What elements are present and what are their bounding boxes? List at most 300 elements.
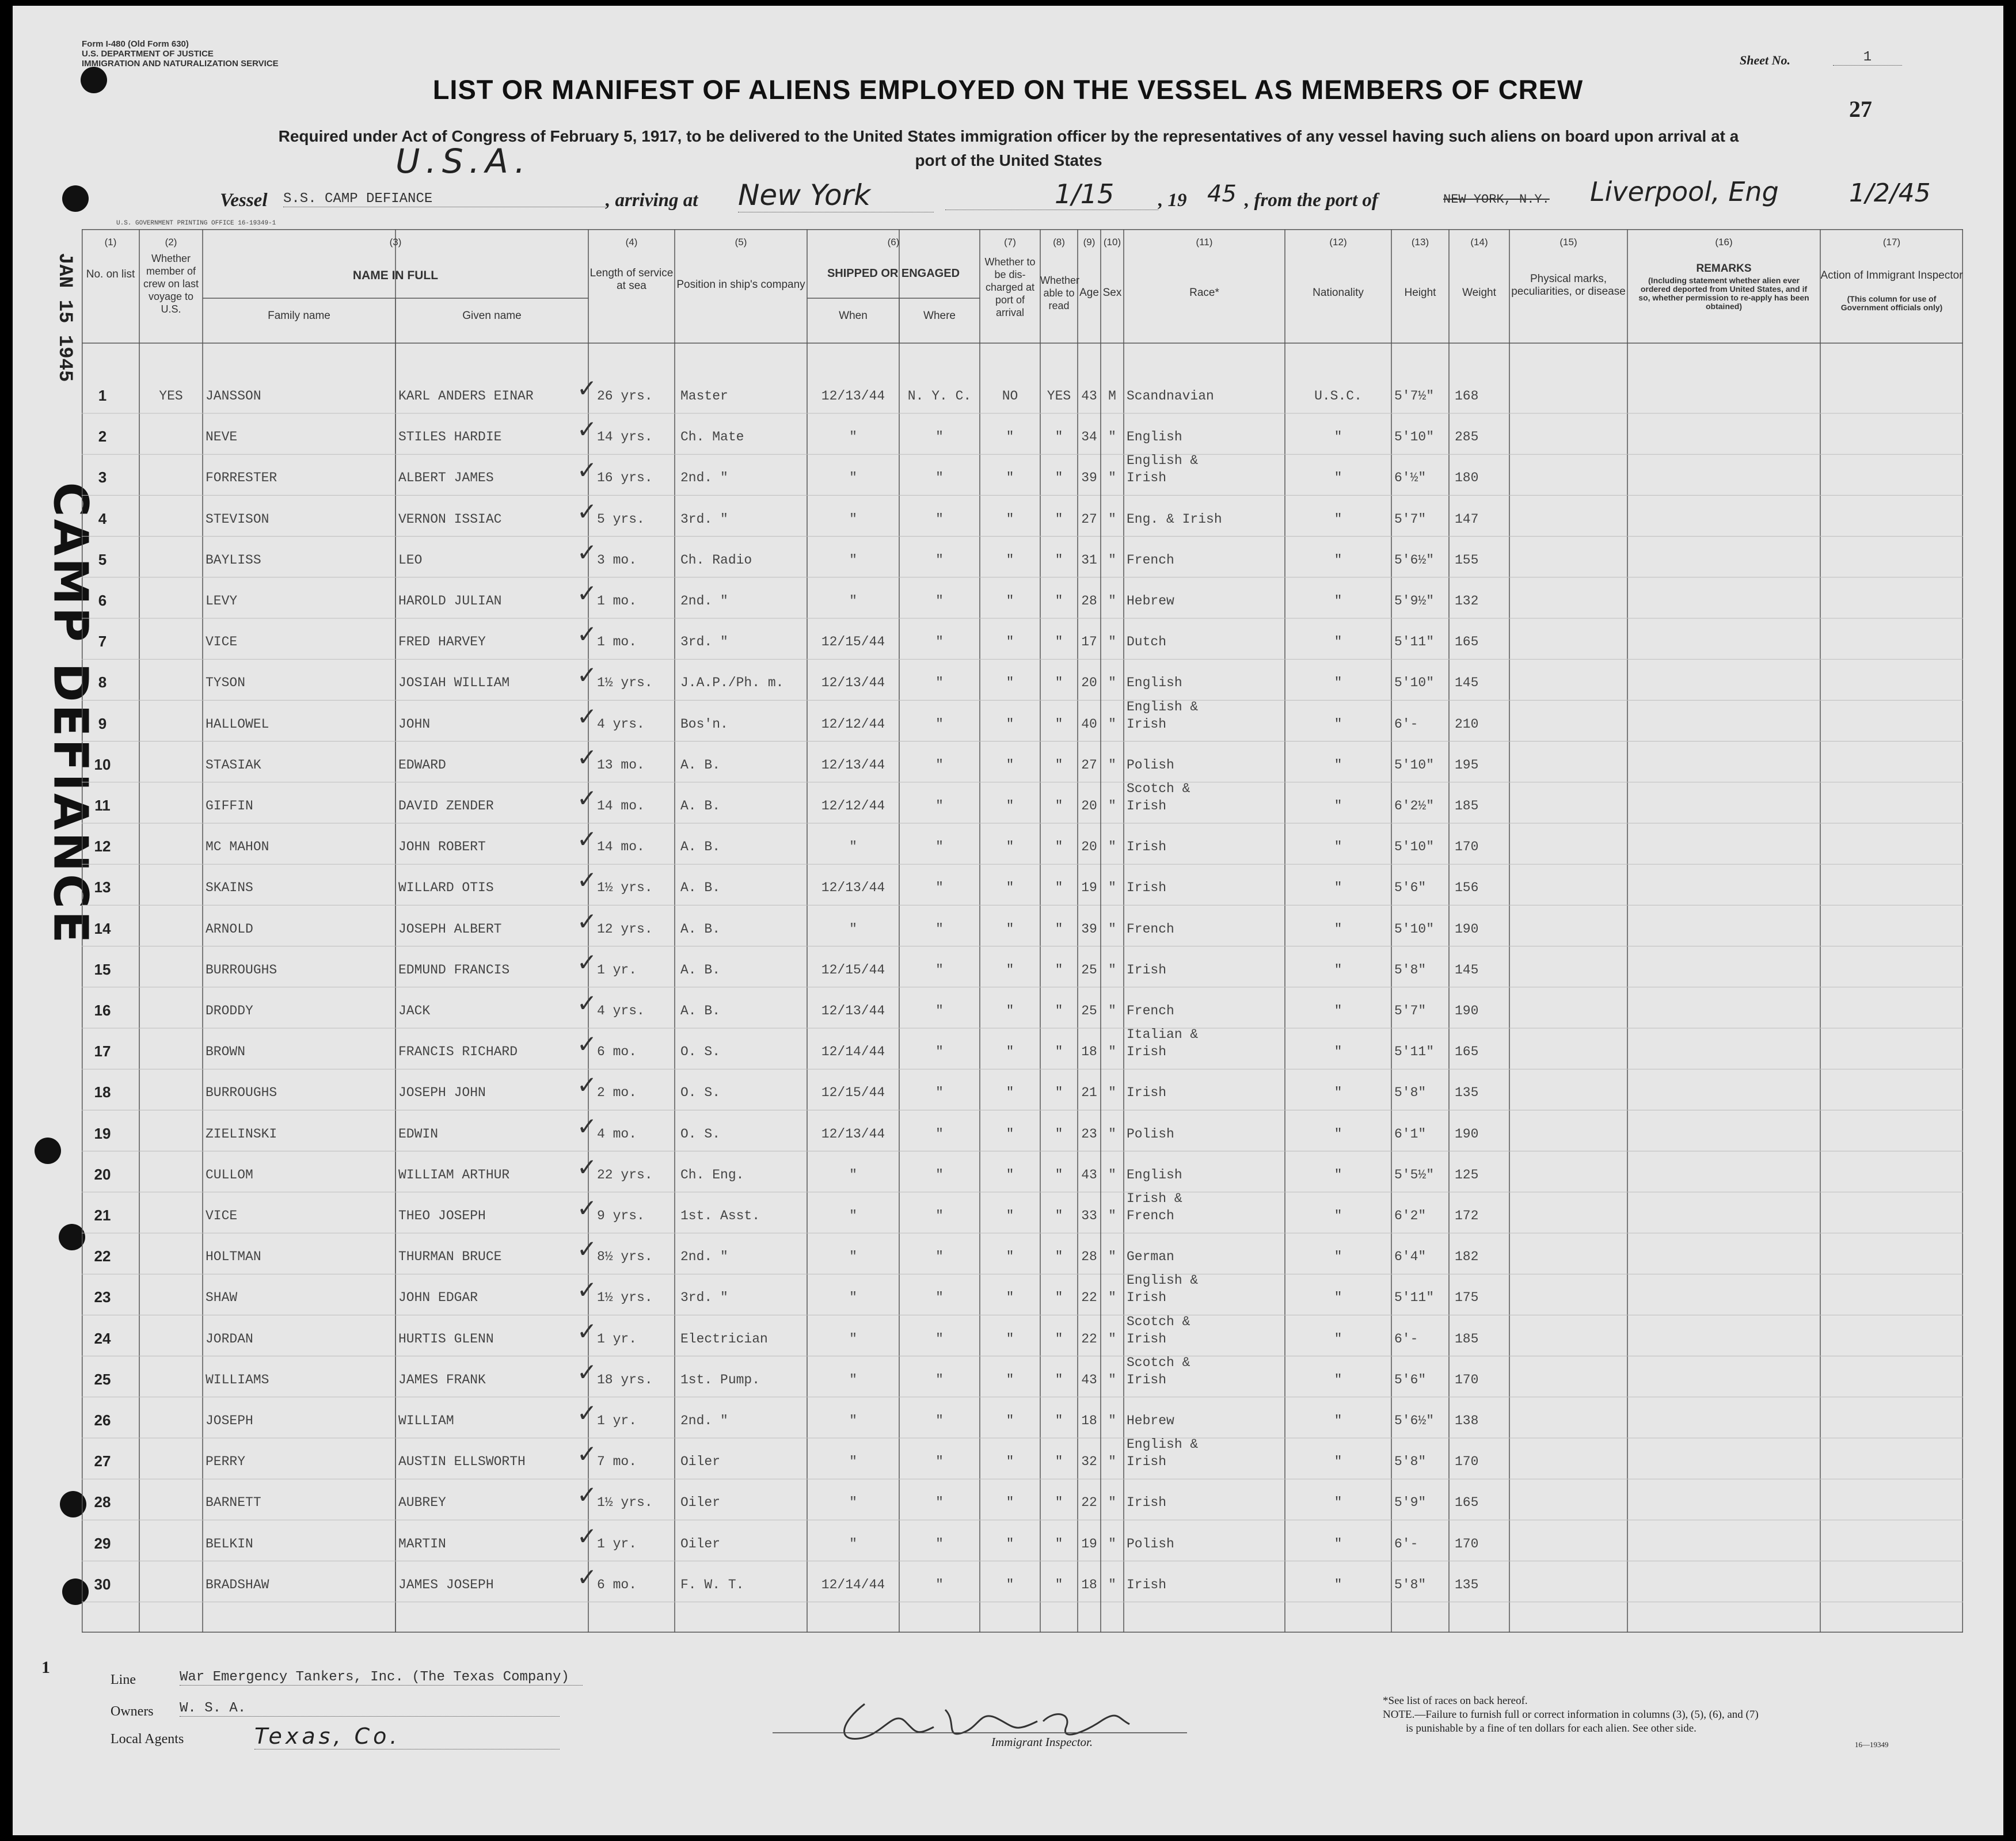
cell-family-name: TYSON — [206, 675, 246, 691]
cell-discharged: " — [1006, 880, 1014, 896]
cell-when: 12/13/44 — [821, 1003, 885, 1018]
column-number: (5) — [735, 237, 747, 248]
row-number: 7 — [98, 633, 107, 651]
cell-sex: " — [1108, 1003, 1116, 1018]
cell-position: 3rd. " — [680, 511, 728, 527]
cell-discharged: " — [1006, 1167, 1014, 1182]
cell-given-name: JOHN EDGAR — [398, 1290, 478, 1306]
cell-sex: " — [1108, 1577, 1116, 1592]
cell-length-service: 18 yrs. — [597, 1372, 653, 1387]
cell-where: " — [935, 470, 944, 486]
cell-age: 21 — [1081, 1085, 1097, 1101]
cell-discharged: " — [1006, 798, 1014, 813]
cell-discharged: " — [1006, 1290, 1014, 1306]
cell-race-line-2: Irish — [1127, 470, 1167, 486]
cell-when: " — [849, 594, 857, 608]
check-mark: ✓ — [577, 1235, 598, 1264]
cell-age: 32 — [1081, 1454, 1097, 1470]
inspector-signature — [773, 1687, 1187, 1750]
cell-sex: " — [1108, 839, 1116, 855]
cell-able-to-read: " — [1055, 921, 1063, 937]
cell-nationality: U.S.C. — [1314, 389, 1362, 404]
cell-family-name: GIFFIN — [206, 798, 253, 813]
cell-given-name: EDWARD — [398, 757, 446, 773]
cell-height: 5'8" — [1394, 962, 1427, 977]
footer-owners-label: Owners — [111, 1704, 154, 1719]
cell-position: Bos'n. — [680, 716, 728, 732]
cell-where: " — [935, 1249, 944, 1265]
cell-where: " — [935, 880, 944, 896]
cell-when: 12/15/44 — [821, 962, 885, 977]
page-number: 27 — [1849, 96, 1872, 122]
row-number: 21 — [94, 1207, 111, 1224]
cell-able-to-read: " — [1055, 1372, 1063, 1387]
cell-weight: 170 — [1455, 1454, 1479, 1470]
cell-discharged: NO — [1002, 389, 1018, 404]
cell-race-line-1: English & — [1127, 1273, 1199, 1288]
cell-length-service: 14 mo. — [597, 839, 645, 855]
check-mark: ✓ — [577, 907, 598, 935]
check-mark: ✓ — [577, 1399, 598, 1427]
cell-nationality: " — [1334, 921, 1342, 937]
year-label: , 19 — [1158, 190, 1187, 211]
cell-height: 5'7" — [1394, 511, 1427, 527]
cell-height: 5'7½" — [1394, 389, 1435, 404]
footer-side-mark: 1 — [41, 1658, 50, 1677]
cell-height: 5'10" — [1394, 757, 1435, 773]
cell-given-name: ALBERT JAMES — [398, 470, 494, 486]
cell-where: " — [935, 757, 944, 773]
cell-age: 22 — [1081, 1331, 1097, 1346]
cell-age: 43 — [1081, 389, 1097, 404]
cell-discharged: " — [1006, 675, 1014, 691]
cell-where: " — [935, 1372, 944, 1387]
cell-age: 40 — [1081, 716, 1097, 732]
cell-able-to-read: " — [1055, 1331, 1063, 1346]
cell-length-service: 22 yrs. — [597, 1167, 653, 1182]
cell-weight: 195 — [1455, 757, 1479, 773]
cell-nationality: " — [1334, 634, 1342, 650]
cell-when: " — [849, 429, 857, 445]
cell-race: English — [1127, 1167, 1182, 1182]
check-mark: ✓ — [577, 497, 598, 526]
cell-family-name: BRADSHAW — [206, 1577, 269, 1592]
check-mark: ✓ — [577, 1112, 598, 1140]
footer-line-value: War Emergency Tankers, Inc. (The Texas Company) — [180, 1669, 583, 1686]
cell-nationality: " — [1334, 1208, 1342, 1223]
punch-hole — [62, 185, 89, 212]
cell-when: 12/13/44 — [821, 1126, 885, 1142]
cell-sex: " — [1108, 1331, 1116, 1346]
row-number: 30 — [94, 1575, 111, 1593]
cell-where: " — [935, 839, 944, 855]
cell-race: Irish — [1127, 962, 1167, 977]
check-mark: ✓ — [577, 948, 598, 976]
cell-length-service: 1½ yrs. — [597, 675, 653, 691]
year: 45 — [1207, 181, 1237, 207]
cell-position: Oiler — [680, 1495, 721, 1511]
cell-when: " — [849, 1413, 857, 1428]
check-mark: ✓ — [577, 620, 598, 649]
cell-length-service: 1 yr. — [597, 1413, 637, 1428]
cell-length-service: 1 mo. — [597, 594, 637, 608]
cell-given-name: JOSIAH WILLIAM — [398, 675, 510, 691]
cell-length-service: 7 mo. — [597, 1454, 637, 1470]
cell-position: 2nd. " — [680, 470, 728, 486]
cell-position: 1st. Asst. — [680, 1208, 760, 1223]
cell-able-to-read: " — [1055, 757, 1063, 773]
cell-length-service: 9 yrs. — [597, 1208, 645, 1223]
header-action-note: (This column for use of Government officials only) — [1840, 294, 1943, 312]
cell-able-to-read: " — [1055, 1249, 1063, 1265]
check-mark: ✓ — [577, 374, 598, 402]
cell-position: A. B. — [680, 1003, 721, 1018]
row-number: 16 — [94, 1002, 111, 1019]
cell-length-service: 1 yr. — [597, 1536, 637, 1551]
cell-race: Polish — [1127, 757, 1174, 773]
row-number: 19 — [94, 1124, 111, 1142]
cell-weight: 138 — [1455, 1413, 1479, 1428]
cell-when: " — [849, 1249, 857, 1265]
header-name-in-full: NAME IN FULL — [352, 269, 439, 282]
cell-when: 12/15/44 — [821, 634, 885, 650]
cell-able-to-read: " — [1055, 839, 1063, 855]
cell-able-to-read: " — [1055, 594, 1063, 608]
cell-position: 2nd. " — [680, 594, 728, 608]
departure-date: 1/2/45 — [1849, 178, 1931, 208]
cell-given-name: AUBREY — [398, 1495, 446, 1511]
row-number: 28 — [94, 1493, 111, 1511]
cell-where: " — [935, 1577, 944, 1592]
from-label: , from the port of — [1245, 190, 1378, 211]
cell-discharged: " — [1006, 511, 1014, 527]
subtitle-line-1: Required under Act of Congress of February 5, 1917, to be delivered to the United States immigration officer by the representatives of any vessel having such aliens on board upon arrival at a — [278, 127, 1739, 145]
cell-weight: 135 — [1455, 1577, 1479, 1592]
cell-weight: 165 — [1455, 634, 1479, 650]
cell-race: Scandnavian — [1127, 389, 1214, 404]
cell-race: Hebrew — [1127, 594, 1174, 608]
cell-able-to-read: " — [1055, 1290, 1063, 1306]
cell-position: O. S. — [680, 1085, 721, 1101]
cell-weight: 170 — [1455, 839, 1479, 855]
cell-able-to-read: YES — [1047, 389, 1071, 404]
header-remarks-note: (Including statement whether alien ever ordered deported from United States, and if so, whether permission to re-apply has been obtained) — [1638, 276, 1809, 311]
cell-height: 6'- — [1394, 716, 1418, 732]
cell-length-service: 13 mo. — [597, 757, 645, 773]
cell-weight: 165 — [1455, 1495, 1479, 1511]
cell-family-name: VICE — [206, 1208, 238, 1223]
cell-given-name: FRANCIS RICHARD — [398, 1044, 518, 1060]
cell-length-service: 16 yrs. — [597, 470, 653, 486]
column-number: (6) — [887, 237, 900, 248]
footer-agents-label: Local Agents — [111, 1732, 184, 1747]
cell-length-service: 6 mo. — [597, 1577, 637, 1592]
cell-weight: 172 — [1455, 1208, 1479, 1223]
cell-given-name: HAROLD JULIAN — [398, 594, 502, 608]
cell-sex: " — [1108, 1290, 1116, 1306]
row-number: 22 — [94, 1247, 111, 1265]
cell-nationality: " — [1334, 1167, 1342, 1182]
cell-nationality: " — [1334, 1454, 1342, 1470]
cell-when: " — [849, 1372, 857, 1387]
manifest-title: LIST OR MANIFEST OF ALIENS EMPLOYED ON THE VESSEL AS MEMBERS OF CREW — [432, 74, 1584, 105]
cell-weight: 125 — [1455, 1167, 1479, 1182]
cell-where: " — [935, 798, 944, 813]
cell-race-line-2: Irish — [1127, 1454, 1167, 1470]
cell-given-name: FRED HARVEY — [398, 634, 486, 650]
cell-family-name: ZIELINSKI — [206, 1126, 277, 1142]
cell-race: French — [1127, 1003, 1174, 1018]
cell-age: 39 — [1081, 921, 1097, 937]
cell-when: 12/13/44 — [821, 675, 885, 691]
cell-where: " — [935, 1495, 944, 1511]
check-mark: ✓ — [577, 1481, 598, 1509]
cell-given-name: DAVID ZENDER — [398, 798, 494, 813]
cell-race-line-2: Irish — [1127, 798, 1167, 813]
cell-when: " — [849, 1167, 857, 1182]
header-crew-last-voyage: Whether member of crew on last voyage to U.S. — [143, 253, 199, 315]
header-shipped-engaged: SHIPPED OR ENGAGED — [827, 267, 960, 280]
cell-weight: 190 — [1455, 921, 1479, 937]
cell-able-to-read: " — [1055, 716, 1063, 732]
cell-where: " — [935, 962, 944, 977]
cell-where: " — [935, 675, 944, 691]
check-mark: ✓ — [577, 1317, 598, 1345]
header-given-name: Given name — [462, 310, 522, 322]
cell-when: 12/13/44 — [821, 757, 885, 773]
row-number: 2 — [98, 428, 107, 446]
cell-where: " — [935, 1290, 944, 1306]
cell-when: " — [849, 1454, 857, 1470]
cell-where: " — [935, 1085, 944, 1101]
cell-height: 6'- — [1394, 1331, 1418, 1346]
race-note: *See list of races on back hereof. — [1383, 1695, 1528, 1707]
cell-family-name: JOSEPH — [206, 1413, 253, 1428]
cell-given-name: AUSTIN ELLSWORTH — [398, 1454, 526, 1470]
cell-race: French — [1127, 921, 1174, 937]
cell-height: 5'10" — [1394, 921, 1435, 937]
sheet-number: 1 — [1833, 50, 1902, 66]
cell-length-service: 1 yr. — [597, 1331, 637, 1346]
column-number: (2) — [165, 237, 177, 248]
cell-discharged: " — [1006, 716, 1014, 732]
cell-race-line-1: Irish & — [1127, 1191, 1182, 1206]
cell-race-line-2: Irish — [1127, 1044, 1167, 1060]
form-code: 16—19349 — [1855, 1740, 1889, 1749]
cell-race: Polish — [1127, 1536, 1174, 1551]
row-number: 3 — [98, 469, 107, 486]
header-when: When — [839, 310, 868, 322]
cell-position: A. B. — [680, 839, 721, 855]
cell-position: O. S. — [680, 1126, 721, 1142]
cell-nationality: " — [1334, 1372, 1342, 1387]
cell-nationality: " — [1334, 594, 1342, 608]
cell-able-to-read: " — [1055, 1495, 1063, 1511]
cell-sex: " — [1108, 429, 1116, 445]
from-port: Liverpool, Eng — [1590, 176, 1779, 207]
penalty-note-1: NOTE.—Failure to furnish full or correct information in columns (3), (5), (6), and (7) — [1383, 1709, 1759, 1721]
vessel-label: Vessel — [220, 190, 268, 211]
cell-when: 12/14/44 — [821, 1044, 885, 1060]
cell-when: " — [849, 1208, 857, 1223]
cell-age: 43 — [1081, 1167, 1097, 1182]
cell-height: 5'10" — [1394, 675, 1435, 691]
cell-weight: 185 — [1455, 798, 1479, 813]
cell-weight: 145 — [1455, 962, 1479, 977]
cell-length-service: 1½ yrs. — [597, 880, 653, 896]
cell-given-name: WILLIAM ARTHUR — [398, 1167, 510, 1182]
cell-where: " — [935, 1126, 944, 1142]
cell-age: 18 — [1081, 1044, 1097, 1060]
row-number: 23 — [94, 1288, 111, 1306]
cell-given-name: HURTIS GLENN — [398, 1331, 494, 1346]
cell-able-to-read: " — [1055, 1454, 1063, 1470]
footer-line-label: Line — [111, 1672, 136, 1687]
cell-height: 6'- — [1394, 1536, 1418, 1551]
cell-when: " — [849, 552, 857, 568]
cell-position: Ch. Radio — [680, 552, 752, 568]
header-length-service: Length of service at sea — [589, 267, 674, 292]
cell-weight: 285 — [1455, 429, 1479, 445]
cell-sex: " — [1108, 470, 1116, 486]
cell-family-name: VICE — [206, 634, 238, 650]
cell-where: " — [935, 1044, 944, 1060]
cell-able-to-read: " — [1055, 1085, 1063, 1101]
cell-position: A. B. — [680, 880, 721, 896]
cell-family-name: SKAINS — [206, 880, 253, 896]
cell-height: 5'11" — [1394, 1290, 1435, 1306]
cell-where: " — [935, 1536, 944, 1551]
cell-height: 5'5½" — [1394, 1167, 1435, 1182]
cell-position: O. S. — [680, 1044, 721, 1060]
cell-age: 27 — [1081, 511, 1097, 527]
cell-able-to-read: " — [1055, 1536, 1063, 1551]
cell-age: 28 — [1081, 594, 1097, 608]
header-where: Where — [923, 310, 956, 322]
row-number: 24 — [94, 1329, 111, 1347]
cell-where: " — [935, 1003, 944, 1018]
check-mark: ✓ — [577, 989, 598, 1017]
cell-sex: " — [1108, 594, 1116, 608]
cell-weight: 135 — [1455, 1085, 1479, 1101]
cell-when: 12/13/44 — [821, 389, 885, 404]
cell-given-name: WILLARD OTIS — [398, 880, 494, 896]
cell-family-name: BURROUGHS — [206, 1085, 277, 1101]
cell-length-service: 1½ yrs. — [597, 1290, 653, 1306]
cell-position: A. B. — [680, 962, 721, 977]
cell-height: 5'9" — [1394, 1495, 1427, 1511]
cell-race-line-2: Irish — [1127, 716, 1167, 732]
cell-able-to-read: " — [1055, 1126, 1063, 1142]
cell-discharged: " — [1006, 962, 1014, 977]
cell-when: " — [849, 1331, 857, 1346]
cell-length-service: 5 yrs. — [597, 511, 645, 527]
column-number: (1) — [104, 237, 117, 248]
column-number: (8) — [1053, 237, 1065, 248]
check-mark: ✓ — [577, 866, 598, 895]
cell-discharged: " — [1006, 757, 1014, 773]
header-remarks: REMARKS — [1696, 263, 1752, 275]
cell-weight: 185 — [1455, 1331, 1479, 1346]
from-port-struck: NEW YORK, N.Y. — [1443, 192, 1550, 207]
cell-race: English — [1127, 429, 1182, 445]
cell-sex: " — [1108, 1167, 1116, 1182]
cell-able-to-read: " — [1055, 1577, 1063, 1592]
cell-position: 3rd. " — [680, 634, 728, 650]
header-no-on-list: No. on list — [86, 268, 135, 280]
cell-race: Irish — [1127, 1085, 1167, 1101]
cell-where: " — [935, 1413, 944, 1428]
header-position: Position in ship's company — [676, 279, 805, 291]
cell-length-service: 4 yrs. — [597, 1003, 645, 1018]
cell-nationality: " — [1334, 880, 1342, 896]
cell-length-service: 1 yr. — [597, 962, 637, 977]
check-mark: ✓ — [577, 1440, 598, 1469]
cell-family-name: MC MAHON — [206, 839, 269, 855]
cell-given-name: LEO — [398, 552, 423, 568]
cell-weight: 147 — [1455, 511, 1479, 527]
cell-age: 18 — [1081, 1413, 1097, 1428]
cell-given-name: WILLIAM — [398, 1413, 454, 1428]
cell-when: 12/12/44 — [821, 798, 885, 813]
cell-weight: 156 — [1455, 880, 1479, 896]
column-number: (7) — [1004, 237, 1016, 248]
cell-race: Irish — [1127, 839, 1167, 855]
header-nationality: Nationality — [1313, 287, 1364, 299]
cell-discharged: " — [1006, 634, 1014, 650]
row-number: 17 — [94, 1043, 111, 1060]
arriving-port: New York — [738, 178, 934, 212]
cell-age: 28 — [1081, 1249, 1097, 1265]
check-mark: ✓ — [577, 784, 598, 812]
cell-race-line-1: Scotch & — [1127, 1314, 1190, 1329]
cell-position: Oiler — [680, 1536, 721, 1551]
cell-age: 25 — [1081, 1003, 1097, 1018]
cell-weight: 170 — [1455, 1372, 1479, 1387]
cell-discharged: " — [1006, 1413, 1014, 1428]
cell-weight: 180 — [1455, 470, 1479, 486]
cell-family-name: BARNETT — [206, 1495, 261, 1511]
cell-age: 31 — [1081, 552, 1097, 568]
cell-when: " — [849, 470, 857, 486]
cell-position: 3rd. " — [680, 1290, 728, 1306]
stamp-date: JAN 15 1945 — [54, 253, 75, 382]
cell-able-to-read: " — [1055, 675, 1063, 691]
footer-owners-value: W. S. A. — [180, 1701, 560, 1717]
cell-family-name: BAYLISS — [206, 552, 261, 568]
cell-age: 34 — [1081, 429, 1097, 445]
cell-discharged: " — [1006, 594, 1014, 608]
cell-able-to-read: " — [1055, 1003, 1063, 1018]
cell-weight: 190 — [1455, 1003, 1479, 1018]
header-action: Action of Immigrant Inspector — [1820, 269, 1963, 282]
cell-sex: " — [1108, 552, 1116, 568]
cell-able-to-read: " — [1055, 880, 1063, 896]
cell-nationality: " — [1334, 1413, 1342, 1428]
cell-position: 2nd. " — [680, 1249, 728, 1265]
printing-office: U.S. GOVERNMENT PRINTING OFFICE 16-19349-1 — [116, 220, 276, 227]
cell-height: 6'2½" — [1394, 798, 1435, 813]
cell-height: 5'8" — [1394, 1085, 1427, 1101]
check-mark: ✓ — [577, 1030, 598, 1059]
cell-sex: " — [1108, 1454, 1116, 1470]
cell-race: Polish — [1127, 1126, 1174, 1142]
cell-discharged: " — [1006, 1003, 1014, 1018]
cell-length-service: 4 mo. — [597, 1126, 637, 1142]
cell-nationality: " — [1334, 1126, 1342, 1142]
cell-age: 18 — [1081, 1577, 1097, 1592]
cell-race: Eng. & Irish — [1127, 511, 1222, 527]
